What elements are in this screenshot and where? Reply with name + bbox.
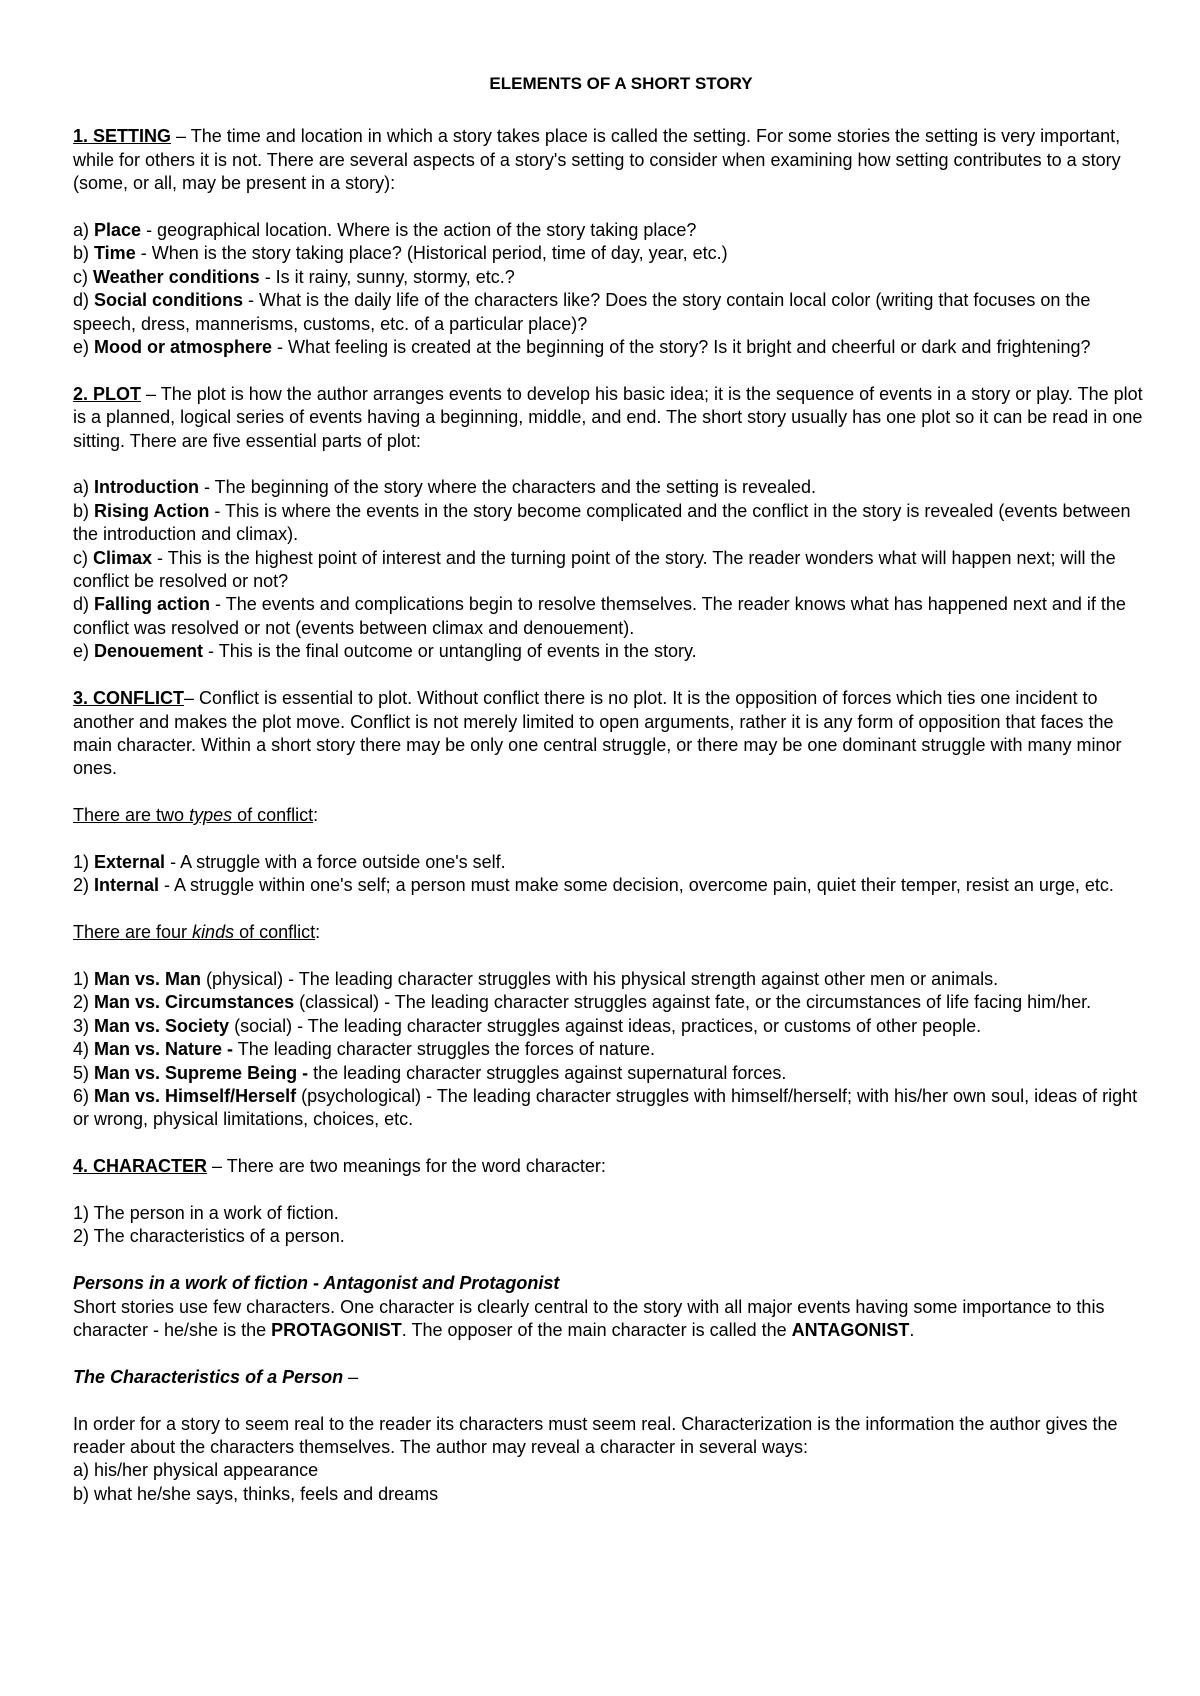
conflict-paragraph xyxy=(73,687,1143,781)
plot-heading: 2. PLOT xyxy=(73,383,142,404)
conflict-kind-man-vs-supreme-being: 5) Man vs. Supreme Being - the leading character struggles against supernatural forces. xyxy=(73,1062,787,1083)
setting-item-time: b) Time - When is the story taking place? (Historical period, time of day, year, etc.) xyxy=(73,243,728,264)
plot-item-denouement: e) Denouement - This is the final outcome or untangling of events in the story. xyxy=(73,641,697,662)
persons-paragraph: Short stories use few characters. One character is clearly central to the story with all major events having some importance to this character - he/she is the PROTAGONIST. The opposer of the main character is called the ANTAGONIST. xyxy=(73,1296,1105,1340)
setting-item-social: d) Social conditions - What is the daily life of the characters like? Does the story contain local color (writing that focuses on the speech, dress, mannerisms, customs, etc. of a particular place)? xyxy=(73,290,1091,334)
conflict-intro: – Conflict is essential to plot. Without conflict there is no plot. It is the opposition of forces which ties one incident to another and makes the plot move. Conflict is not merely limited to open arguments, rather it is any form of opposition that faces the main character. Within a short story there may be only one central struggle, or there may be one dominant struggle with many minor ones. xyxy=(73,688,1122,779)
conflict-kind-man-vs-nature: 4) Man vs. Nature - The leading character struggles the forces of nature. xyxy=(73,1039,655,1060)
plot-paragraph xyxy=(73,383,1143,453)
character-intro: – There are two meanings for the word character: xyxy=(207,1156,606,1177)
plot-item-falling-action: d) Falling action - The events and complications begin to resolve themselves. The reader knows what has happened next and if the conflict was resolved or not (events between climax and denouement). xyxy=(73,594,1126,638)
persons-heading: Persons in a work of fiction - Antagonist and Protagonist xyxy=(73,1273,560,1294)
protagonist-term: PROTAGONIST xyxy=(271,1319,402,1340)
document-title: ELEMENTS OF A SHORT STORY xyxy=(489,74,753,93)
character-meaning-2: 2) The characteristics of a person. xyxy=(73,1226,345,1247)
conflict-kind-man-vs-circumstances: 2) Man vs. Circumstances (classical) - The leading character struggles against fate, or the circumstances of life facing him/her. xyxy=(73,992,1092,1013)
plot-item-introduction: a) Introduction - The beginning of the story where the characters and the setting is revealed. xyxy=(73,477,817,498)
setting-intro: – The time and location in which a story takes place is called the setting. For some stories the setting is very important, while for others it is not. There are several aspects of a story's setting to consider when examining how setting contributes to a story (some, or all, may be present in a story): xyxy=(73,126,1121,194)
setting-item-place: a) Place - geographical location. Where is the action of the story taking place? xyxy=(73,220,697,241)
conflict-heading: 3. CONFLICT xyxy=(73,688,184,709)
plot-intro: – The plot is how the author arranges events to develop his basic idea; it is the sequence of events in a story or play. The plot is a planned, logical series of events having a beginning, middle, and end. The short story usually has one plot so it can be read in one sitting. There are five essential parts of plot: xyxy=(73,383,1143,451)
plot-item-climax: c) Climax - This is the highest point of interest and the turning point of the story. The reader wonders what will happen next; will the conflict be resolved or not? xyxy=(73,547,1116,592)
conflict-kinds-heading: There are four kinds of conflict: xyxy=(73,922,321,943)
setting-heading: 1. SETTING xyxy=(73,126,172,147)
plot-item-rising-action: b) Rising Action - This is where the events in the story become complicated and the conflict in the story is revealed (events between the introduction and climax). xyxy=(73,500,1131,545)
conflict-types-heading: There are two types of conflict: xyxy=(73,805,319,826)
conflict-type-external: 1) External - A struggle with a force outside one's self. xyxy=(73,851,506,872)
conflict-type-internal: 2) Internal - A struggle within one's self; a person must make some decision, overcome pain, quiet their temper, resist an urge, etc. xyxy=(73,875,1114,896)
setting-item-mood: e) Mood or atmosphere - What feeling is created at the beginning of the story? Is it bright and cheerful or dark and frightening? xyxy=(73,337,1091,358)
traits-way-b: b) what he/she says, thinks, feels and dreams xyxy=(73,1483,439,1504)
traits-paragraph: In order for a story to seem real to the reader its characters must seem real. Characterization is the information the author gives the reader about the characters themselves. The author may reveal a character in several ways: xyxy=(73,1413,1118,1457)
setting-item-weather: c) Weather conditions - Is it rainy, sunny, stormy, etc.? xyxy=(73,266,515,287)
conflict-kind-man-vs-himself: 6) Man vs. Himself/Herself (psychological) - The leading character struggles with himself/herself; with his/her own soul, ideas of right or wrong, physical limitations, choices, etc. xyxy=(73,1085,1138,1130)
document-page xyxy=(73,72,1143,1506)
character-paragraph xyxy=(73,1155,1143,1178)
character-meaning-1: 1) The person in a work of fiction. xyxy=(73,1202,339,1223)
conflict-kind-man-vs-man: 1) Man vs. Man (physical) - The leading character struggles with his physical strength against other men or animals. xyxy=(73,968,999,989)
setting-paragraph xyxy=(73,125,1143,195)
traits-heading: The Characteristics of a Person – xyxy=(73,1366,359,1387)
conflict-kind-man-vs-society: 3) Man vs. Society (social) - The leading character struggles against ideas, practices, or customs of other people. xyxy=(73,1015,982,1036)
character-heading: 4. CHARACTER xyxy=(73,1156,208,1177)
traits-way-a: a) his/her physical appearance xyxy=(73,1460,319,1481)
antagonist-term: ANTAGONIST xyxy=(791,1319,910,1340)
